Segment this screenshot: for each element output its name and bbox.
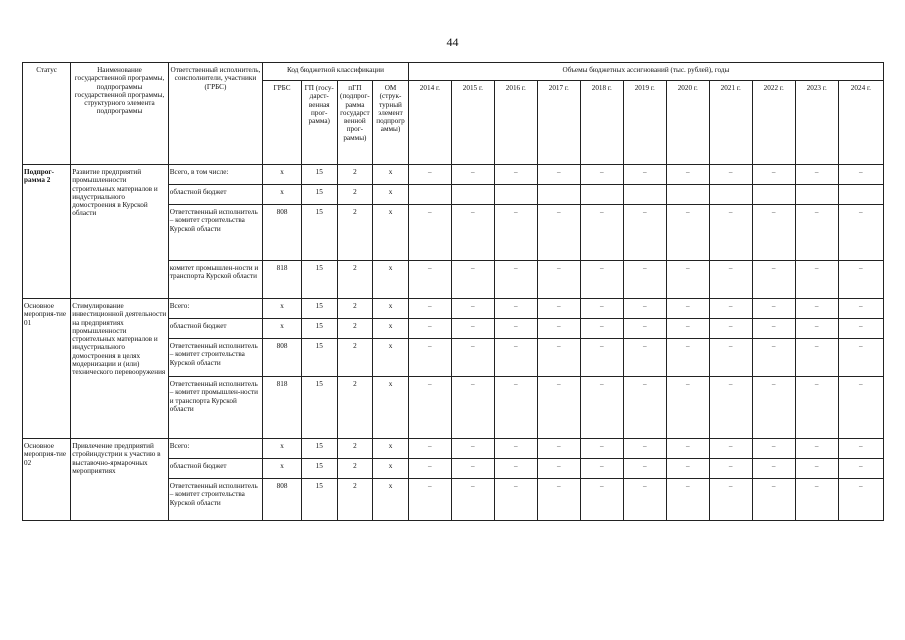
pgp-cell: 2: [337, 165, 373, 185]
header-gp: ГП (госу-дарст-венная прог-рамма): [301, 81, 337, 165]
amount-cell: –: [537, 377, 580, 439]
amount-cell: –: [666, 377, 709, 439]
amount-cell: [580, 185, 623, 205]
amount-cell: –: [709, 165, 752, 185]
gp-cell: 15: [301, 439, 337, 459]
amount-cell: –: [666, 165, 709, 185]
table-row: [23, 165, 884, 185]
amount-cell: [623, 185, 666, 205]
amount-cell: [838, 185, 883, 205]
amount-cell: –: [580, 261, 623, 299]
amount-cell: –: [709, 479, 752, 521]
amount-cell: –: [709, 339, 752, 377]
responsible-cell: комитет промышлен-ности и транспорта Курской области: [168, 261, 262, 299]
gp-cell: 15: [301, 479, 337, 521]
responsible-cell: областной бюджет: [168, 185, 262, 205]
responsible-cell: Ответственный исполнитель – комитет строительства Курской области: [168, 479, 262, 521]
amount-cell: –: [580, 299, 623, 319]
amount-cell: [537, 185, 580, 205]
header-year: 2022 г.: [752, 81, 795, 165]
program-name-cell: Развитие предприятий промышленности строительных материалов и индустриального домостроения в Курской области: [71, 165, 169, 299]
status-cell: Основное мероприя-тие 02: [23, 439, 71, 521]
amount-cell: –: [795, 479, 838, 521]
amount-cell: –: [580, 205, 623, 261]
amount-cell: –: [709, 459, 752, 479]
amount-cell: –: [623, 319, 666, 339]
amount-cell: –: [580, 459, 623, 479]
grbs-cell: х: [263, 459, 302, 479]
amount-cell: –: [537, 479, 580, 521]
grbs-cell: х: [263, 299, 302, 319]
amount-cell: –: [623, 339, 666, 377]
om-cell: х: [373, 439, 409, 459]
responsible-cell: Всего:: [168, 299, 262, 319]
amount-cell: –: [580, 319, 623, 339]
amount-cell: –: [408, 205, 451, 261]
grbs-cell: х: [263, 319, 302, 339]
gp-cell: 15: [301, 377, 337, 439]
amount-cell: –: [795, 339, 838, 377]
amount-cell: –: [795, 261, 838, 299]
grbs-cell: х: [263, 439, 302, 459]
header-year: 2018 г.: [580, 81, 623, 165]
amount-cell: –: [795, 299, 838, 319]
pgp-cell: 2: [337, 479, 373, 521]
amount-cell: –: [752, 319, 795, 339]
amount-cell: –: [408, 439, 451, 459]
amount-cell: –: [623, 439, 666, 459]
amount-cell: –: [451, 377, 494, 439]
amount-cell: –: [623, 377, 666, 439]
pgp-cell: 2: [337, 205, 373, 261]
amount-cell: –: [451, 439, 494, 459]
amount-cell: [494, 185, 537, 205]
header-status: Статус: [23, 63, 71, 165]
amount-cell: –: [494, 439, 537, 459]
amount-cell: –: [580, 339, 623, 377]
amount-cell: –: [580, 439, 623, 459]
amount-cell: –: [752, 165, 795, 185]
pgp-cell: 2: [337, 299, 373, 319]
amount-cell: –: [838, 205, 883, 261]
amount-cell: –: [494, 319, 537, 339]
header-year: 2015 г.: [451, 81, 494, 165]
amount-cell: –: [537, 319, 580, 339]
om-cell: х: [373, 261, 409, 299]
header-pgp: пГП (подпрог-рамма государст венной прог-раммы): [337, 81, 373, 165]
amount-cell: –: [838, 439, 883, 459]
header-grbs: ГРБС: [263, 81, 302, 165]
amount-cell: –: [451, 261, 494, 299]
amount-cell: –: [752, 439, 795, 459]
header-year: 2023 г.: [795, 81, 838, 165]
amount-cell: –: [666, 319, 709, 339]
responsible-cell: Всего, в том числе:: [168, 165, 262, 185]
amount-cell: –: [752, 377, 795, 439]
amount-cell: –: [838, 299, 883, 319]
amount-cell: –: [580, 479, 623, 521]
amount-cell: –: [408, 377, 451, 439]
amount-cell: –: [752, 479, 795, 521]
table-body: [23, 165, 884, 521]
pgp-cell: 2: [337, 261, 373, 299]
header-year: 2020 г.: [666, 81, 709, 165]
pgp-cell: 2: [337, 319, 373, 339]
pgp-cell: 2: [337, 439, 373, 459]
amount-cell: –: [494, 165, 537, 185]
amount-cell: –: [838, 319, 883, 339]
amount-cell: [795, 185, 838, 205]
amount-cell: –: [709, 205, 752, 261]
amount-cell: –: [795, 165, 838, 185]
amount-cell: –: [451, 319, 494, 339]
header-responsible: Ответственный исполнитель, соисполнители, участники (ГРБС): [168, 63, 262, 165]
amount-cell: –: [838, 377, 883, 439]
om-cell: х: [373, 377, 409, 439]
header-om: ОМ (струк-турный элемент подпрогр аммы): [373, 81, 409, 165]
amount-cell: –: [451, 339, 494, 377]
header-year: 2024 г.: [838, 81, 883, 165]
amount-cell: –: [451, 299, 494, 319]
amount-cell: –: [838, 479, 883, 521]
header-volumes-group: Объемы бюджетных ассигнований (тыс. рублей), годы: [408, 63, 883, 81]
pgp-cell: 2: [337, 185, 373, 205]
amount-cell: –: [623, 205, 666, 261]
amount-cell: –: [709, 319, 752, 339]
header-year: 2016 г.: [494, 81, 537, 165]
amount-cell: –: [537, 339, 580, 377]
responsible-cell: областной бюджет: [168, 459, 262, 479]
gp-cell: 15: [301, 459, 337, 479]
amount-cell: –: [838, 165, 883, 185]
om-cell: х: [373, 319, 409, 339]
amount-cell: –: [752, 339, 795, 377]
responsible-cell: Ответственный исполнитель – комитет строительства Курской области: [168, 339, 262, 377]
gp-cell: 15: [301, 185, 337, 205]
amount-cell: [752, 185, 795, 205]
amount-cell: –: [451, 459, 494, 479]
om-cell: х: [373, 185, 409, 205]
gp-cell: 15: [301, 339, 337, 377]
program-name-cell: Привлечение предприятий стройиндустрии к участию в выставочно-ярмарочных мероприятиях: [71, 439, 169, 521]
amount-cell: –: [494, 299, 537, 319]
amount-cell: –: [494, 479, 537, 521]
amount-cell: –: [752, 261, 795, 299]
grbs-cell: 808: [263, 479, 302, 521]
amount-cell: –: [709, 439, 752, 459]
amount-cell: –: [580, 165, 623, 185]
pgp-cell: 2: [337, 377, 373, 439]
amount-cell: –: [795, 319, 838, 339]
amount-cell: –: [623, 459, 666, 479]
amount-cell: –: [795, 439, 838, 459]
pgp-cell: 2: [337, 339, 373, 377]
amount-cell: –: [408, 165, 451, 185]
header-year: 2017 г.: [537, 81, 580, 165]
budget-table: [22, 62, 884, 521]
gp-cell: 15: [301, 261, 337, 299]
responsible-cell: Ответственный исполнитель – комитет промышлен-ности и транспорта Курской области: [168, 377, 262, 439]
header-year: 2021 г.: [709, 81, 752, 165]
amount-cell: –: [752, 205, 795, 261]
amount-cell: –: [838, 261, 883, 299]
amount-cell: –: [494, 377, 537, 439]
amount-cell: –: [451, 205, 494, 261]
page-number: 44: [446, 35, 459, 49]
amount-cell: –: [666, 439, 709, 459]
amount-cell: –: [623, 261, 666, 299]
om-cell: х: [373, 165, 409, 185]
amount-cell: –: [666, 479, 709, 521]
responsible-cell: областной бюджет: [168, 319, 262, 339]
amount-cell: –: [408, 479, 451, 521]
amount-cell: –: [709, 377, 752, 439]
amount-cell: –: [623, 165, 666, 185]
amount-cell: –: [537, 205, 580, 261]
grbs-cell: 818: [263, 377, 302, 439]
amount-cell: [666, 185, 709, 205]
gp-cell: 15: [301, 319, 337, 339]
amount-cell: –: [408, 459, 451, 479]
amount-cell: [451, 185, 494, 205]
om-cell: х: [373, 459, 409, 479]
om-cell: х: [373, 339, 409, 377]
gp-cell: 15: [301, 165, 337, 185]
responsible-cell: Всего:: [168, 439, 262, 459]
om-cell: х: [373, 479, 409, 521]
amount-cell: –: [838, 339, 883, 377]
amount-cell: –: [537, 459, 580, 479]
amount-cell: –: [537, 439, 580, 459]
pgp-cell: 2: [337, 459, 373, 479]
status-cell: Основное мероприя-тие 01: [23, 299, 71, 439]
amount-cell: –: [752, 299, 795, 319]
header-year: 2019 г.: [623, 81, 666, 165]
grbs-cell: х: [263, 165, 302, 185]
om-cell: х: [373, 299, 409, 319]
amount-cell: –: [709, 299, 752, 319]
amount-cell: –: [451, 165, 494, 185]
amount-cell: –: [666, 261, 709, 299]
gp-cell: 15: [301, 205, 337, 261]
header-year: 2014 г.: [408, 81, 451, 165]
amount-cell: –: [408, 261, 451, 299]
amount-cell: –: [408, 339, 451, 377]
amount-cell: –: [623, 479, 666, 521]
grbs-cell: х: [263, 185, 302, 205]
amount-cell: –: [795, 377, 838, 439]
table-row: [23, 439, 884, 459]
amount-cell: –: [795, 205, 838, 261]
amount-cell: –: [494, 261, 537, 299]
grbs-cell: 808: [263, 205, 302, 261]
amount-cell: –: [451, 479, 494, 521]
amount-cell: –: [408, 319, 451, 339]
amount-cell: –: [666, 205, 709, 261]
amount-cell: –: [838, 459, 883, 479]
amount-cell: –: [623, 299, 666, 319]
amount-cell: –: [494, 339, 537, 377]
program-name-cell: Стимулирование инвестиционной деятельности на предприятиях промышленности строительных материалов и индустриального домостроения в целях модернизации и (или) технического перевооружения: [71, 299, 169, 439]
amount-cell: –: [537, 261, 580, 299]
header-name: Наименование государственной программы, подпрограммы государственной программы, структурного элемента подпрограммы: [71, 63, 169, 165]
amount-cell: –: [666, 299, 709, 319]
amount-cell: –: [494, 205, 537, 261]
amount-cell: –: [666, 339, 709, 377]
amount-cell: –: [580, 377, 623, 439]
header-code-group: Код бюджетной классификации: [263, 63, 409, 81]
amount-cell: –: [666, 459, 709, 479]
om-cell: х: [373, 205, 409, 261]
amount-cell: [709, 185, 752, 205]
amount-cell: –: [795, 459, 838, 479]
table-row: [23, 299, 884, 319]
amount-cell: –: [537, 165, 580, 185]
amount-cell: –: [408, 299, 451, 319]
amount-cell: –: [752, 459, 795, 479]
grbs-cell: 818: [263, 261, 302, 299]
amount-cell: –: [537, 299, 580, 319]
status-cell: Подпрог-рамма 2: [23, 165, 71, 299]
amount-cell: [408, 185, 451, 205]
grbs-cell: 808: [263, 339, 302, 377]
responsible-cell: Ответственный исполнитель – комитет строительства Курской области: [168, 205, 262, 261]
amount-cell: –: [709, 261, 752, 299]
gp-cell: 15: [301, 299, 337, 319]
amount-cell: –: [494, 459, 537, 479]
